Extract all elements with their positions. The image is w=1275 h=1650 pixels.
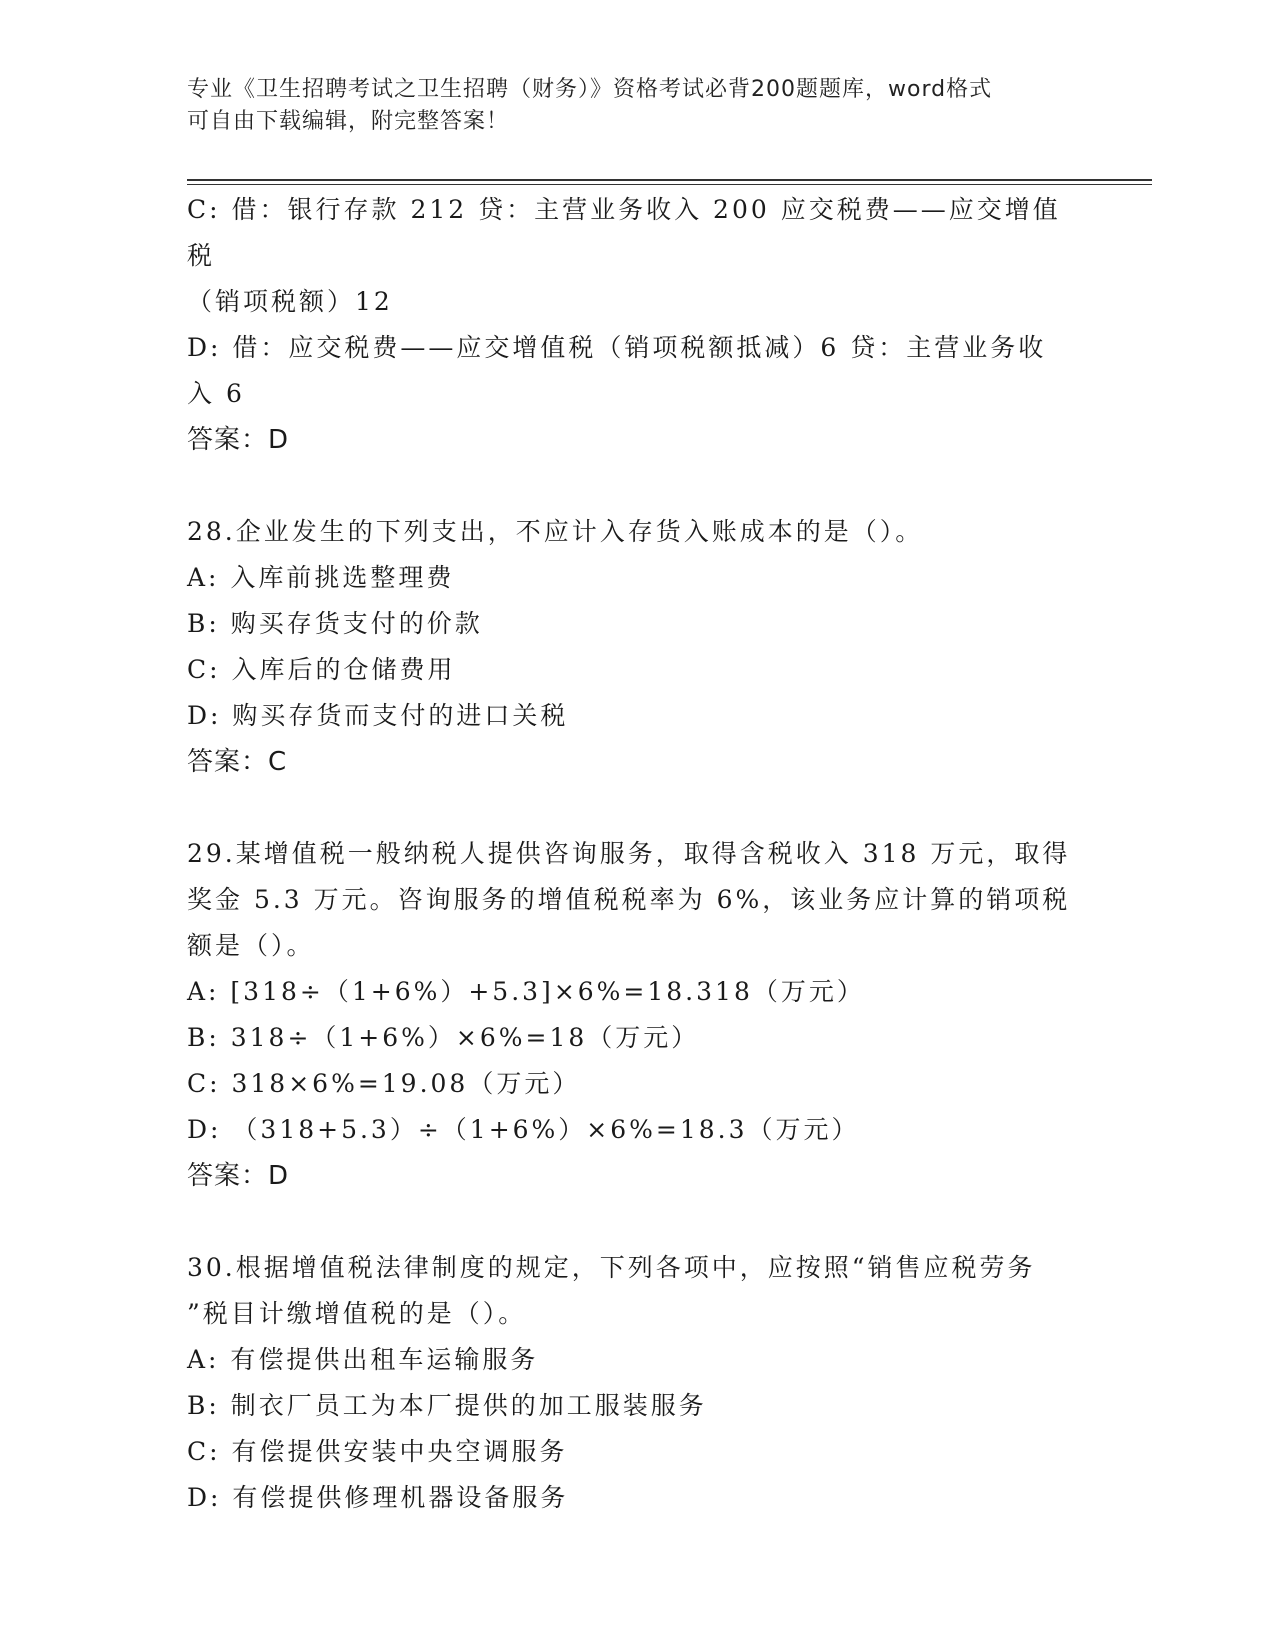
question-30-text-line-2: ”税目计缴增值税的是（）。 xyxy=(187,1299,527,1328)
spacer xyxy=(187,463,1087,509)
question-28-text: 28.企业发生的下列支出，不应计入存货入账成本的是（）。 xyxy=(187,517,924,546)
document-header xyxy=(187,74,1067,138)
question-30 xyxy=(187,1245,1087,1521)
question-28 xyxy=(187,509,1087,785)
header-divider-thick xyxy=(187,179,1152,181)
question-28-option-c: C: 入库后的仓储费用 xyxy=(187,655,456,684)
question-28-option-d: D: 购买存货而支付的进口关税 xyxy=(187,701,569,730)
question-27-tail xyxy=(187,187,1087,463)
question-30-option-c: C: 有偿提供安装中央空调服务 xyxy=(187,1437,568,1466)
question-28-option-b: B: 购买存货支付的价款 xyxy=(187,609,483,638)
answer-28: 答案：C xyxy=(187,747,288,777)
question-30-text-line-1: 30.根据增值税法律制度的规定，下列各项中，应按照“销售应税劳务 xyxy=(187,1253,1036,1282)
header-title-line-1: 专业《卫生招聘考试之卫生招聘（财务）》资格考试必背200题题库，word格式 xyxy=(187,77,993,102)
question-28-option-a: A: 入库前挑选整理费 xyxy=(187,563,455,592)
option-c-line-2: （销项税额）12 xyxy=(187,287,393,316)
option-d-line-2: 入 6 xyxy=(187,379,245,408)
answer-29: 答案：D xyxy=(187,1161,290,1191)
spacer xyxy=(187,785,1087,831)
question-29-option-a: A: [318÷（1+6%）+5.3]×6%=18.318（万元） xyxy=(187,977,865,1006)
question-29-option-b: B: 318÷（1+6%）×6%=18（万元） xyxy=(187,1023,700,1052)
header-divider-thin xyxy=(187,184,1152,185)
option-c-line-1: C: 借：银行存款 212 贷：主营业务收入 200 应交税费——应交增值税 xyxy=(187,195,1061,270)
question-29-option-c: C: 318×6%=19.08（万元） xyxy=(187,1069,581,1098)
question-content xyxy=(187,187,1087,1521)
spacer xyxy=(187,1199,1087,1245)
question-30-option-d: D: 有偿提供修理机器设备服务 xyxy=(187,1483,569,1512)
question-29-text-line-1: 29.某增值税一般纳税人提供咨询服务，取得含税收入 318 万元，取得 xyxy=(187,839,1071,868)
question-29-text-line-2: 奖金 5.3 万元。咨询服务的增值税税率为 6%，该业务应计算的销项税 xyxy=(187,885,1071,914)
question-29 xyxy=(187,831,1087,1199)
answer-27: 答案：D xyxy=(187,425,290,455)
header-title-line-2: 可自由下载编辑，附完整答案！ xyxy=(187,109,510,134)
question-30-option-b: B: 制衣厂员工为本厂提供的加工服装服务 xyxy=(187,1391,707,1420)
question-29-text-line-3: 额是（）。 xyxy=(187,931,315,960)
question-29-option-d: D: （318+5.3）÷（1+6%）×6%=18.3（万元） xyxy=(187,1115,860,1144)
question-30-option-a: A: 有偿提供出租车运输服务 xyxy=(187,1345,539,1374)
option-d-line-1: D: 借：应交税费——应交增值税（销项税额抵减）6 贷：主营业务收 xyxy=(187,333,1047,362)
